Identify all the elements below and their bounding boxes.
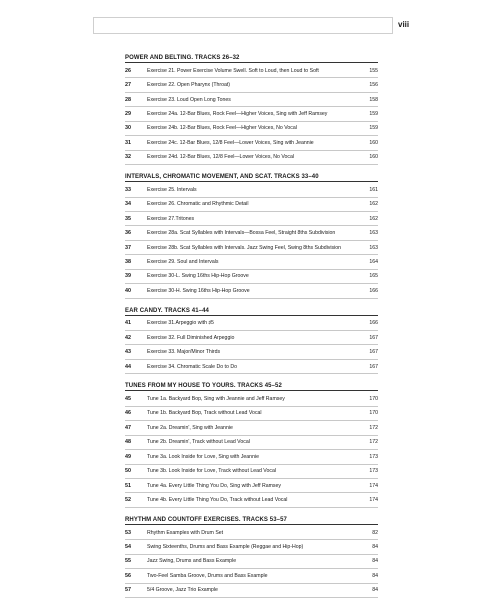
track-number: 52: [125, 497, 131, 504]
track-title: Exercise 28a. Scat Syllables with Intervals—Bossa Feel, Straight 8ths Subdivision: [147, 230, 336, 237]
track-page: 163: [369, 230, 378, 237]
track-number: 56: [125, 572, 131, 579]
track-title: Exercise 31.Arpeggio with ♯5: [147, 320, 214, 327]
track-row: [125, 64, 378, 78]
track-title: Exercise 23. Loud Open Long Tones: [147, 96, 231, 103]
track-number: 48: [125, 439, 131, 446]
track-page: 167: [369, 349, 378, 356]
track-number: 55: [125, 558, 131, 565]
track-row: [125, 226, 378, 240]
track-page: 167: [369, 334, 378, 341]
track-number: 33: [125, 186, 131, 193]
section-heading: POWER AND BELTING. TRACKS 26–32: [125, 55, 378, 63]
track-row: [125, 360, 378, 374]
section-heading: EAR CANDY. TRACKS 41–44: [125, 308, 378, 316]
track-page: 156: [369, 82, 378, 89]
track-number: 40: [125, 287, 131, 294]
track-row: [125, 331, 378, 345]
track-row: [125, 407, 378, 421]
track-title: Exercise 22. Open Pharynx (Throat): [147, 82, 231, 89]
track-row: [125, 284, 378, 298]
track-title: 5/4 Groove, Jazz Trio Example: [147, 587, 218, 594]
track-page: 170: [369, 396, 378, 403]
track-page: 163: [369, 244, 378, 251]
track-number: 43: [125, 349, 131, 356]
track-title: Exercise 33. Major/Minor Thirds: [147, 349, 221, 356]
track-number: 31: [125, 139, 131, 146]
track-title: Two-Feel Samba Groove, Drums and Bass Example: [147, 572, 268, 579]
track-number: 32: [125, 154, 131, 161]
track-number: 26: [125, 67, 131, 74]
track-row: [125, 345, 378, 359]
track-list: [125, 55, 378, 598]
track-title: Exercise 32. Full Diminished Arpeggio: [147, 334, 235, 341]
track-number: 51: [125, 482, 131, 489]
track-page: 159: [369, 125, 378, 132]
track-row: [125, 493, 378, 507]
section-heading: INTERVALS, CHROMATIC MOVEMENT, AND SCAT. TRACKS 33–40: [125, 174, 378, 182]
track-title: Tune 1b. Backyard Bop, Track without Lead Vocal: [147, 410, 262, 417]
track-row: [125, 255, 378, 269]
track-number: 39: [125, 273, 131, 280]
track-title: Rhythm Examples with Drum Set: [147, 529, 224, 536]
header-box: [93, 17, 393, 34]
track-page: 82: [372, 529, 378, 536]
track-page: 173: [369, 468, 378, 475]
track-page: 174: [369, 482, 378, 489]
track-row: [125, 392, 378, 406]
track-page: 167: [369, 363, 378, 370]
track-title: Tune 3a. Look Inside for Love, Sing with Jeannie: [147, 453, 259, 460]
track-title: Exercise 27.Tritones: [147, 215, 195, 222]
track-page: 84: [372, 587, 378, 594]
track-number: 50: [125, 468, 131, 475]
track-row: [125, 151, 378, 165]
track-row: [125, 317, 378, 331]
track-row: [125, 436, 378, 450]
track-title: Exercise 24b. 12-Bar Blues, Rock Feel—Higher Voices, No Vocal: [147, 125, 297, 132]
track-number: 27: [125, 82, 131, 89]
track-page: 162: [369, 215, 378, 222]
track-title: Exercise 30-L. Swing 16ths Hip-Hop Groove: [147, 273, 249, 280]
track-title: Jazz Swing, Drums and Bass Example: [147, 558, 237, 565]
track-number: 35: [125, 215, 131, 222]
track-page: 164: [369, 258, 378, 265]
track-page: 160: [369, 139, 378, 146]
track-page: 84: [372, 558, 378, 565]
track-title: Exercise 25. Intervals: [147, 186, 197, 193]
track-page: 160: [369, 154, 378, 161]
track-title: Exercise 28b. Scat Syllables with Intervals. Jazz Swing Feel, Swing 8ths Subdivision: [147, 244, 342, 251]
track-title: Exercise 30-H. Swing 16ths Hip-Hop Groove: [147, 287, 250, 294]
track-page: 162: [369, 201, 378, 208]
track-row: [125, 183, 378, 197]
track-title: Exercise 34. Chromatic Scale Do to Do: [147, 363, 237, 370]
track-title: Exercise 21. Power Exercise Volume Swell. Soft to Loud, then Loud to Soft: [147, 67, 319, 74]
track-page: 158: [369, 96, 378, 103]
track-row: [125, 450, 378, 464]
track-title: Tune 1a. Backyard Bop, Sing with Jeannie and Jeff Ramsey: [147, 396, 285, 403]
track-title: Tune 2b. Dreamin', Track without Lead Vocal: [147, 439, 250, 446]
track-row: [125, 555, 378, 569]
track-page: 166: [369, 320, 378, 327]
track-page: 170: [369, 410, 378, 417]
track-page: 161: [369, 186, 378, 193]
track-title: Exercise 24d. 12-Bar Blues, 12/8 Feel—Lower Voices, No Vocal: [147, 154, 295, 161]
track-number: 53: [125, 529, 131, 536]
track-number: 38: [125, 258, 131, 265]
track-row: [125, 241, 378, 255]
track-number: 57: [125, 587, 131, 594]
track-page: 155: [369, 67, 378, 74]
track-number: 46: [125, 410, 131, 417]
track-page: 166: [369, 287, 378, 294]
track-number: 44: [125, 363, 131, 370]
track-number: 37: [125, 244, 131, 251]
track-number: 45: [125, 396, 131, 403]
track-page: 84: [372, 572, 378, 579]
track-title: Tune 2a. Dreamin', Sing with Jeannie: [147, 424, 233, 431]
track-page: 165: [369, 273, 378, 280]
track-row: [125, 122, 378, 136]
track-title: Tune 4a. Every Little Thing You Do, Sing with Jeff Ramsey: [147, 482, 281, 489]
track-number: 36: [125, 230, 131, 237]
track-row: [125, 569, 378, 583]
track-page: 172: [369, 424, 378, 431]
track-title: Tune 4b. Every Little Thing You Do, Track without Lead Vocal: [147, 497, 288, 504]
track-row: [125, 93, 378, 107]
track-number: 34: [125, 201, 131, 208]
track-row: [125, 78, 378, 92]
track-title: Exercise 24a. 12-Bar Blues, Rock Feel—Higher Voices, Sing with Jeff Ramsey: [147, 111, 328, 118]
track-number: 28: [125, 96, 131, 103]
track-number: 47: [125, 424, 131, 431]
track-row: [125, 136, 378, 150]
track-row: [125, 465, 378, 479]
track-number: 54: [125, 543, 131, 550]
track-page: 172: [369, 439, 378, 446]
track-number: 41: [125, 320, 131, 327]
track-number: 29: [125, 111, 131, 118]
section-heading: RHYTHM AND COUNTOFF EXERCISES. TRACKS 53–57: [125, 517, 378, 525]
track-page: 174: [369, 497, 378, 504]
track-number: 30: [125, 125, 131, 132]
track-row: [125, 479, 378, 493]
track-title: Exercise 26. Chromatic and Rhythmic Detail: [147, 201, 249, 208]
track-row: [125, 270, 378, 284]
track-row: [125, 198, 378, 212]
track-row: [125, 584, 378, 598]
track-page: 84: [372, 543, 378, 550]
track-row: [125, 526, 378, 540]
track-title: Exercise 24c. 12-Bar Blues, 12/8 Feel—Lower Voices, Sing with Jeannie: [147, 139, 314, 146]
track-title: Tune 3b. Look Inside for Love, Track without Lead Vocal: [147, 468, 276, 475]
track-title: Exercise 29. Soul and Intervals: [147, 258, 219, 265]
section-heading: TUNES FROM MY HOUSE TO YOURS. TRACKS 45–52: [125, 383, 378, 391]
track-page: 173: [369, 453, 378, 460]
page-number: viii: [398, 20, 410, 29]
track-row: [125, 540, 378, 554]
track-row: [125, 107, 378, 121]
track-number: 42: [125, 334, 131, 341]
track-row: [125, 421, 378, 435]
track-page: 159: [369, 111, 378, 118]
track-row: [125, 212, 378, 226]
track-number: 49: [125, 453, 131, 460]
track-title: Swing Sixteenths, Drums and Bass Example (Reggae and Hip-Hop): [147, 543, 304, 550]
